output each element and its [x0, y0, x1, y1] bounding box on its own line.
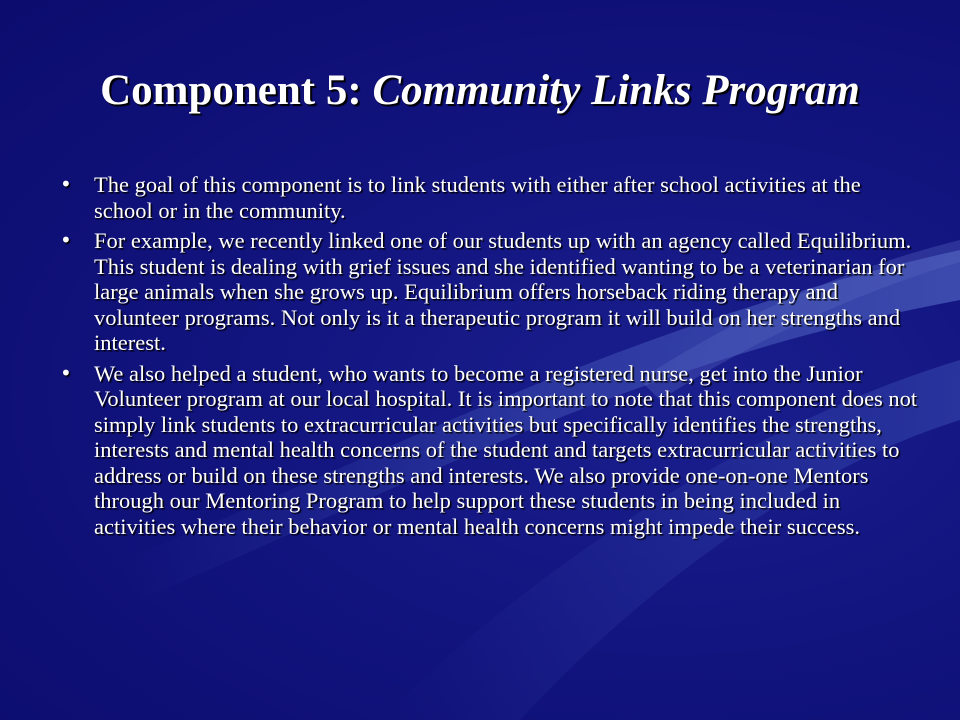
bullet-icon: • [60, 172, 72, 196]
title-prefix: Component 5: [100, 67, 373, 114]
bullet-icon: • [60, 360, 72, 385]
slide-title [0, 64, 960, 118]
bullet-text: We also helped a student, who wants to become a registered nurse, get into the Junior Volunteer program at our local hospital. It is important to note that this component does not simply link students to extracurricular activities but specifically identifies the strengths, interests and mental health concerns of the student and targets extracurricular activities to address or build on these strengths and interests. We also provide one-on-one Mentors through our Mentoring Program to help support these students in being included in activities where their behavior or mental health concerns might impede their success. [94, 360, 918, 539]
bullet-icon: • [60, 228, 72, 252]
title-emphasis: Community Links Program [372, 67, 860, 114]
bullet-item-goal [58, 172, 918, 223]
bullet-text: The goal of this component is to link students with either after school activities at the school or in the community. [94, 172, 861, 223]
bullet-item-example-nurse [58, 361, 918, 540]
bullet-item-example-equilibrium [58, 228, 918, 356]
bullet-text: For example, we recently linked one of our students up with an agency called Equilibrium. This student is dealing with grief issues and she identified wanting to be a veterinarian for large animals when she grows up. Equilibrium offers horseback riding therapy and volunteer programs. Not only is it a therapeutic program it will build on her strengths and interest. [94, 228, 912, 355]
bullet-list [58, 172, 918, 544]
